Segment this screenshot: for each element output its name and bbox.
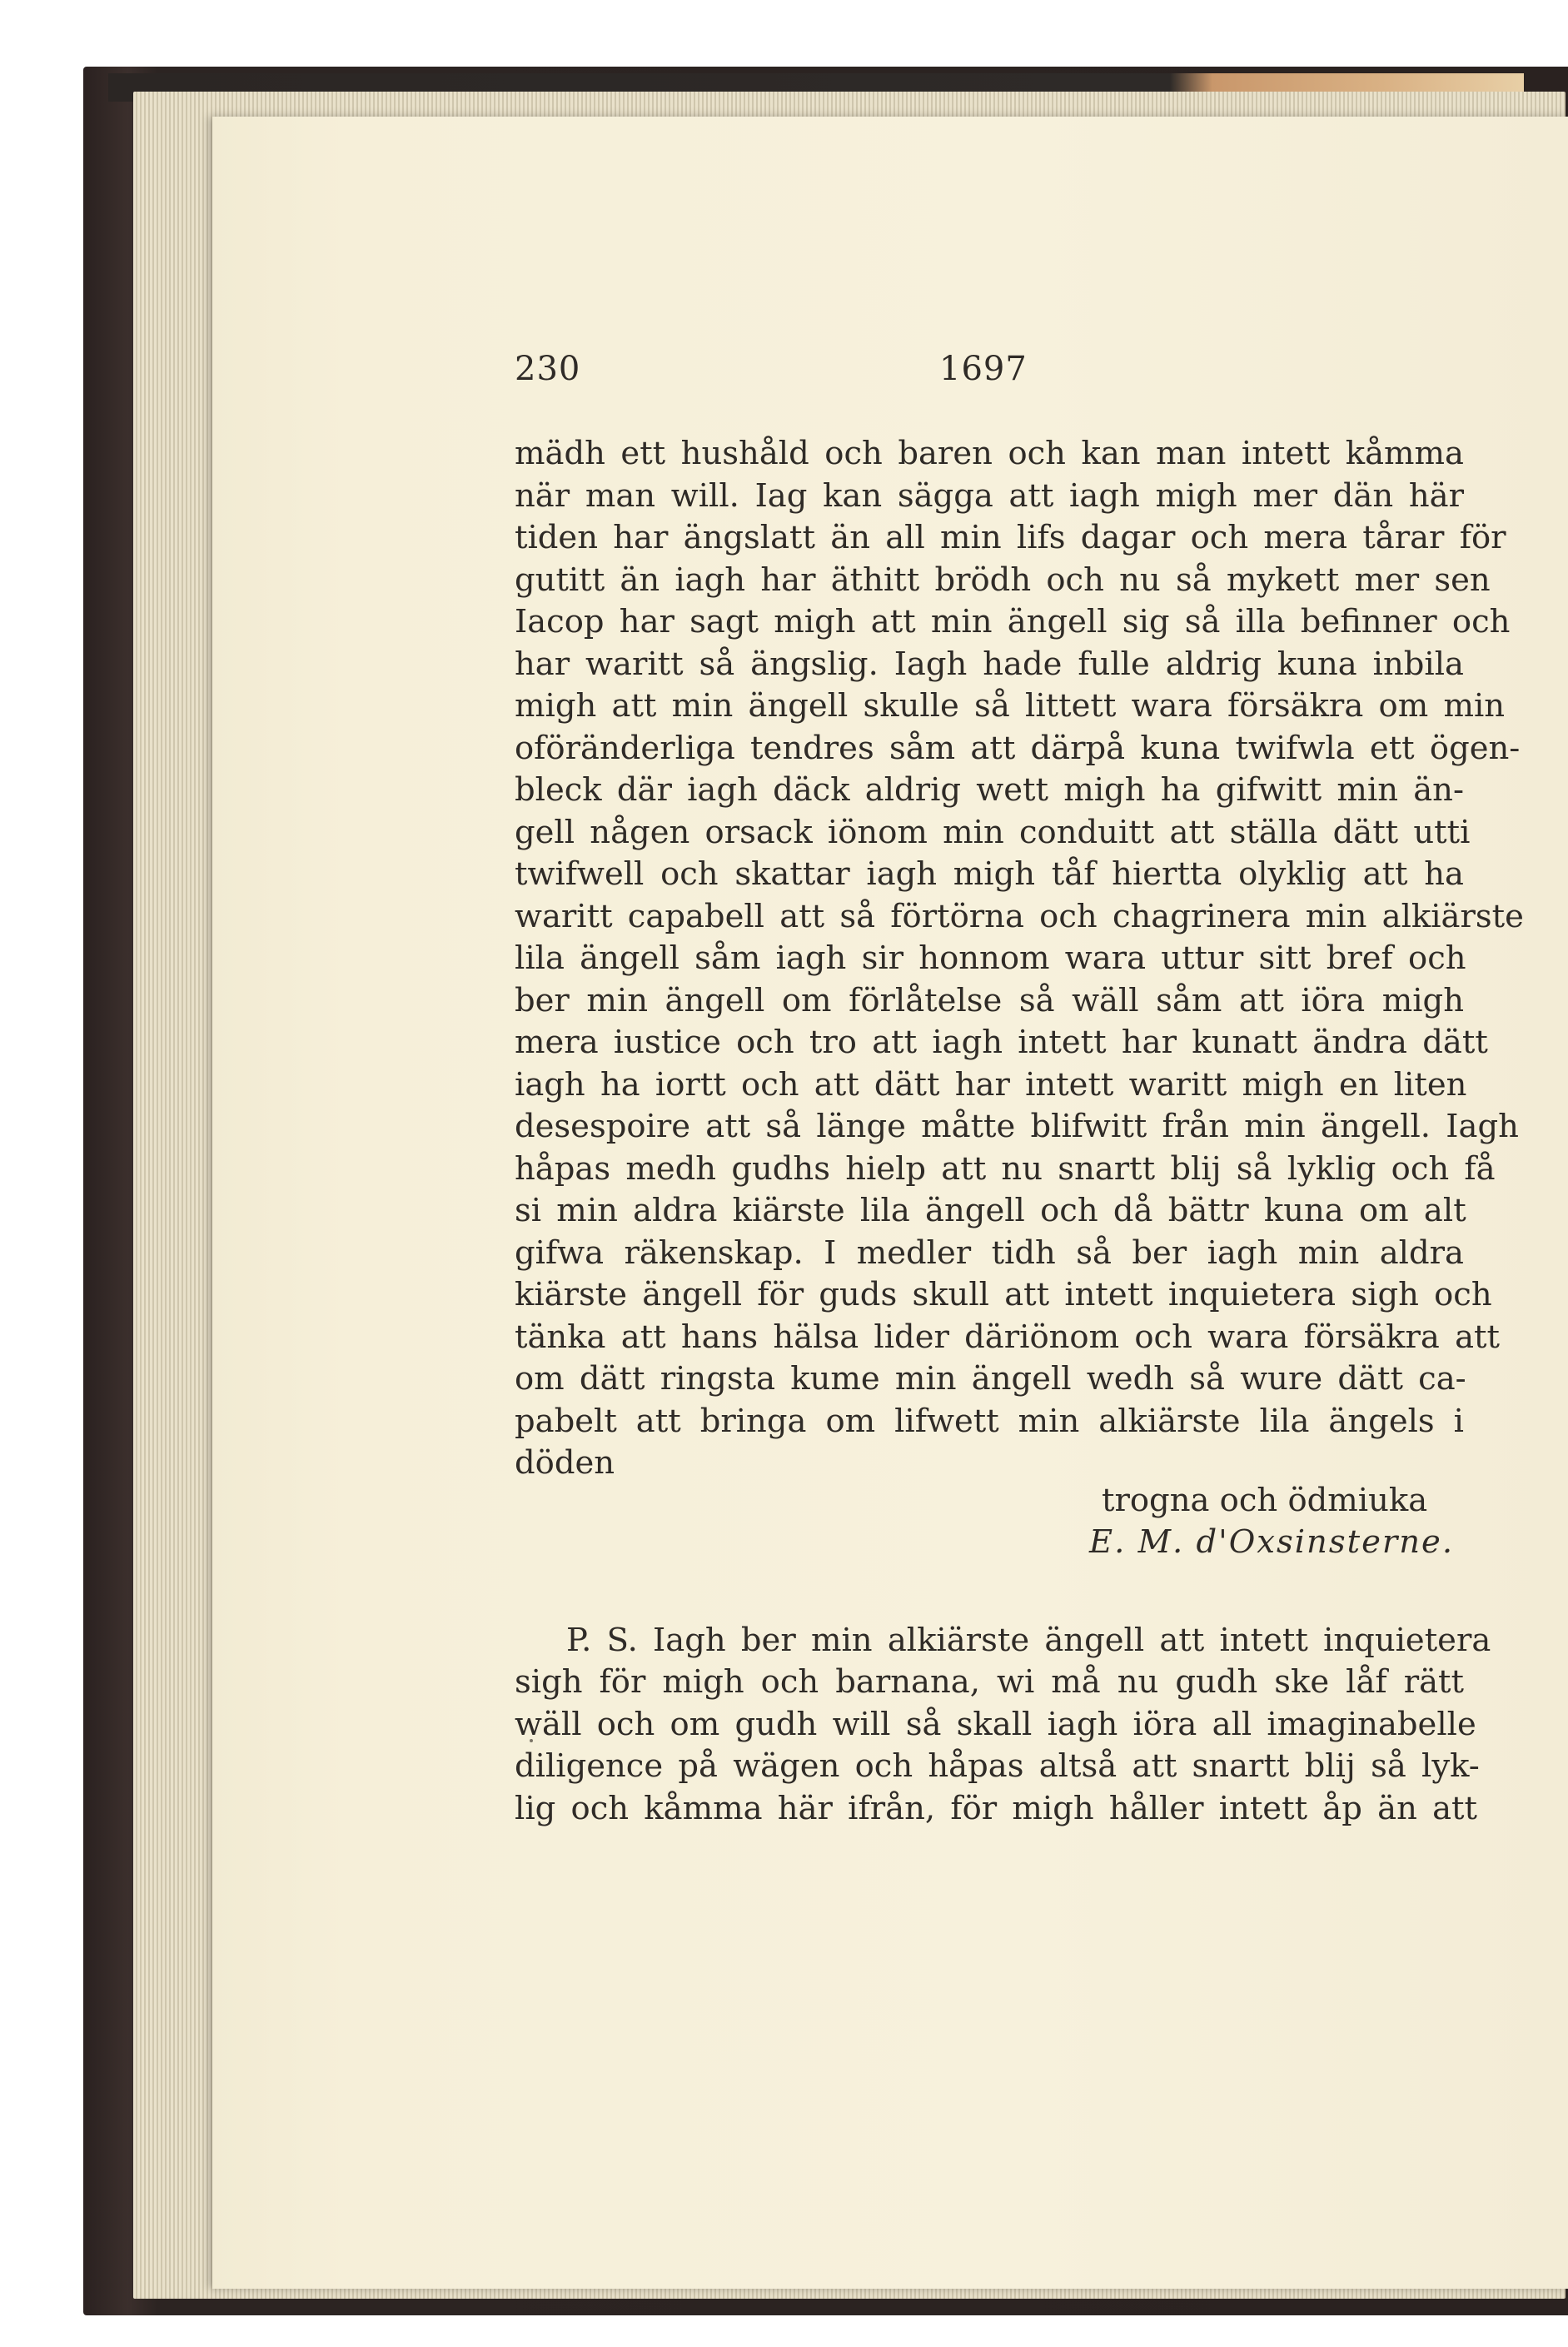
text-line: sigh för migh och barnana, wi må nu gudh ske låf rätt bbox=[515, 1663, 1464, 1701]
text-line: när man will. Iag kan sägga att iagh migh mer dän här bbox=[515, 476, 1464, 515]
text-line: bleck där iagh däck aldrig wett migh ha gifwitt min än- bbox=[515, 771, 1464, 809]
text-line: oföränderliga tendres såm att därpå kuna twifwla ett ögen- bbox=[515, 729, 1521, 767]
text-line: kiärste ängell för guds skull att intett inquietera sigh och bbox=[515, 1276, 1492, 1313]
text-line: Iacop har sagt migh att min ängell sig så illa befinner och bbox=[515, 603, 1511, 640]
text-line: iagh ha iortt och att dätt har intett waritt migh en liten bbox=[515, 1065, 1467, 1104]
text-line: om dätt ringsta kume min ängell wedh så wure dätt ca- bbox=[515, 1360, 1466, 1398]
text-line: P. S. Iagh ber min alkiärste ängell att intett inquietera bbox=[566, 1621, 1491, 1659]
text-line: waritt capabell att så förtörna och chagrinera min alkiärste bbox=[515, 897, 1524, 935]
letter-body bbox=[515, 433, 1524, 1485]
text-line: tänka att hans hälsa lider däriönom och wara försäkra att bbox=[515, 1318, 1500, 1356]
text-line: håpas medh gudhs hielp att nu snartt blij så lyklig och få bbox=[515, 1149, 1496, 1188]
text-line: gutitt än iagh har äthitt brödh och nu så mykett mer sen bbox=[515, 561, 1491, 599]
page-year: 1697 bbox=[939, 350, 1028, 388]
text-line: lig och kåmma här ifrån, för migh håller intett åp än att bbox=[515, 1789, 1477, 1827]
text-line: wäll och om gudh will så skall iagh iöra all imaginabelle bbox=[515, 1705, 1476, 1743]
text-line: mera iustice och tro att iagh intett har kunatt ändra dätt bbox=[515, 1024, 1488, 1061]
closing-phrase: trogna och ödmiuka bbox=[1102, 1481, 1428, 1519]
text-line: desespoire att så länge måtte blifwitt från min ängell. Iagh bbox=[515, 1108, 1519, 1145]
running-header bbox=[515, 350, 1464, 400]
signer-name: E. M. d'Oxsinsterne. bbox=[1089, 1522, 1455, 1561]
page-number: 230 bbox=[515, 350, 581, 388]
text-line: ber min ängell om förlåtelse så wäll såm att iöra migh bbox=[515, 981, 1464, 1019]
text-line: döden bbox=[515, 1444, 615, 1482]
signature-block bbox=[515, 1480, 1464, 1563]
text-line: lila ängell såm iagh sir honnom wara uttur sitt bref och bbox=[515, 939, 1466, 977]
text-line: migh att min ängell skulle så littett wara försäkra om min bbox=[515, 687, 1506, 725]
text-line: pabelt att bringa om lifwett min alkiärste lila ängels i bbox=[515, 1402, 1464, 1440]
text-line: twifwell och skattar iagh migh tåf hiertta olyklig att ha bbox=[515, 855, 1464, 893]
text-line: diligence på wägen och håpas altså att snartt blij så lyk- bbox=[515, 1747, 1480, 1785]
text-line: gifwa räkenskap. I medler tidh så ber iagh min aldra bbox=[515, 1233, 1464, 1272]
postscript bbox=[515, 1620, 1491, 1831]
text-line: si min aldra kiärste lila ängell och då bättr kuna om alt bbox=[515, 1192, 1466, 1229]
text-line: har waritt så ängslig. Iagh hade fulle aldrig kuna inbila bbox=[515, 645, 1464, 683]
page-content bbox=[515, 350, 1524, 1830]
text-line: tiden har ängslatt än all min lifs dagar och mera tårar för bbox=[515, 519, 1506, 556]
text-line: mädh ett hushåld och baren och kan man intett kåmma bbox=[515, 435, 1464, 472]
text-line: gell någen orsack iönom min conduitt att ställa dätt utti bbox=[515, 813, 1471, 851]
